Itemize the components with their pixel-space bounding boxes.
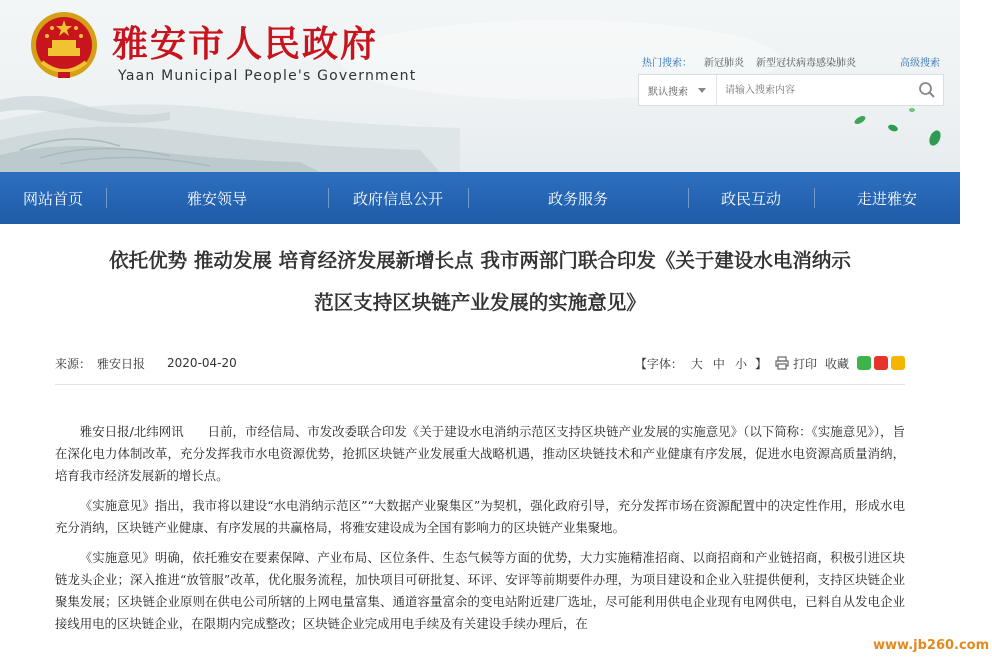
site-subtitle: Yaan Municipal People's Government xyxy=(118,68,417,84)
national-emblem-icon xyxy=(28,10,100,84)
nav-item-home[interactable]: 网站首页 xyxy=(22,189,83,208)
watermark: www.jb260.com xyxy=(870,638,992,653)
search-scope-value: 默认搜索 xyxy=(648,86,688,98)
print-icon xyxy=(775,356,789,370)
publish-date: 2020-04-20 xyxy=(167,356,237,370)
main-nav xyxy=(0,172,960,224)
font-size-large[interactable]: 大 xyxy=(690,356,703,371)
nav-item-gov-info[interactable]: 政府信息公开 xyxy=(328,172,468,224)
source-value: 雅安日报 xyxy=(97,356,146,371)
wechat-icon[interactable] xyxy=(857,356,871,370)
article-source xyxy=(55,355,145,372)
article-paragraph xyxy=(55,421,905,487)
site-title[interactable]: 雅安市人民政府 xyxy=(112,23,379,65)
site-header xyxy=(0,0,960,172)
nav-item-services[interactable]: 政务服务 xyxy=(468,172,688,224)
print-label: 打印 xyxy=(792,356,817,371)
hot-search-link[interactable]: 新型冠状病毒感染肺炎 xyxy=(756,58,856,69)
nav-item-interaction[interactable]: 政民互动 xyxy=(688,172,814,224)
article-meta xyxy=(55,352,905,374)
advanced-search-link[interactable]: 高级搜索 xyxy=(900,58,940,69)
hot-search xyxy=(642,54,856,69)
article-tools xyxy=(635,355,905,372)
search-box xyxy=(638,74,944,106)
qzone-icon[interactable] xyxy=(891,356,905,370)
search-button[interactable] xyxy=(911,75,943,105)
search-icon xyxy=(918,81,936,99)
share-buttons xyxy=(857,356,905,370)
article-paragraph: 《实施意见》明确，依托雅安在要素保障、产业布局、区位条件、生态气候等方面的优势，大力实施精准招商、以商招商和产业链招商，积极引进区块链龙头企业；深入推进“放管服”改革，优化服务流程，加快项目可研批复、环评、安评等前期要件办理，为项目建设和企业入驻提供便利，支持区块链企业聚集发展；区块链企业原则在供电公司所辖的上网电量富集、通道容量富余的变电站附近建厂选址，尽可能利用供电企业现有电网供电，已料自从发电企业接线用电的区块链企业，在限期内完成整改；区块链企业完成用电手续及有关建设手续办理后，在 xyxy=(55,550,905,631)
font-size-small[interactable]: 小 xyxy=(734,356,747,371)
source-label: 来源： xyxy=(55,356,92,371)
leaf-decoration xyxy=(853,102,943,147)
article-title-line: 范区支持区块链产业发展的实施意见》 xyxy=(314,291,646,314)
nav-item-about[interactable]: 走进雅安 xyxy=(814,172,960,224)
article-title xyxy=(40,240,920,324)
meta-divider xyxy=(55,384,905,385)
search-scope-select[interactable] xyxy=(639,75,717,105)
article-title-line: 依托优势 推动发展 培育经济发展新增长点 我市两部门联合印发《关于建设水电消纳示 xyxy=(109,249,851,272)
article-paragraph: 《实施意见》指出，我市将以建设“水电消纳示范区”“大数据产业聚集区”为契机，强化政府引导，充分发挥市场在资源配置中的决定性作用，形成水电充分消纳，区块链产业健康、有序发展的共赢格局，将雅安建设成为全国有影响力的区块链产业集聚地。 xyxy=(55,498,905,535)
article-body xyxy=(55,421,905,643)
font-size-medium[interactable]: 中 xyxy=(712,356,725,371)
font-size-options xyxy=(691,355,747,372)
article-lead: 雅安日报/北纬网讯 xyxy=(79,424,184,439)
favorite-button[interactable]: 收藏 xyxy=(824,356,849,371)
nav-item-leaders[interactable]: 雅安领导 xyxy=(106,172,328,224)
paragraph-text: 日前，市经信局、市发改委联合印发《关于建设水电消纳示范区支持区块链产业发展的实施意见》（以下简称：《实施意见》），旨在深化电力体制改革，充分发挥我市水电资源优势，抢抓区块链产业发展重大战略机遇，推动区块链技术和产业健康有序发展，促进水电资源高质量消纳，培育我市经济发展新的增长点。 xyxy=(55,424,905,483)
weibo-icon[interactable] xyxy=(874,356,888,370)
hot-search-link[interactable]: 新冠肺炎 xyxy=(704,58,744,69)
font-size-label: 【字体： xyxy=(634,356,683,371)
print-button[interactable] xyxy=(775,355,817,372)
search-input[interactable] xyxy=(717,75,911,105)
chevron-down-icon xyxy=(698,88,706,93)
hot-search-label: 热门搜索： xyxy=(642,58,692,69)
font-size-close: 】 xyxy=(754,356,767,371)
